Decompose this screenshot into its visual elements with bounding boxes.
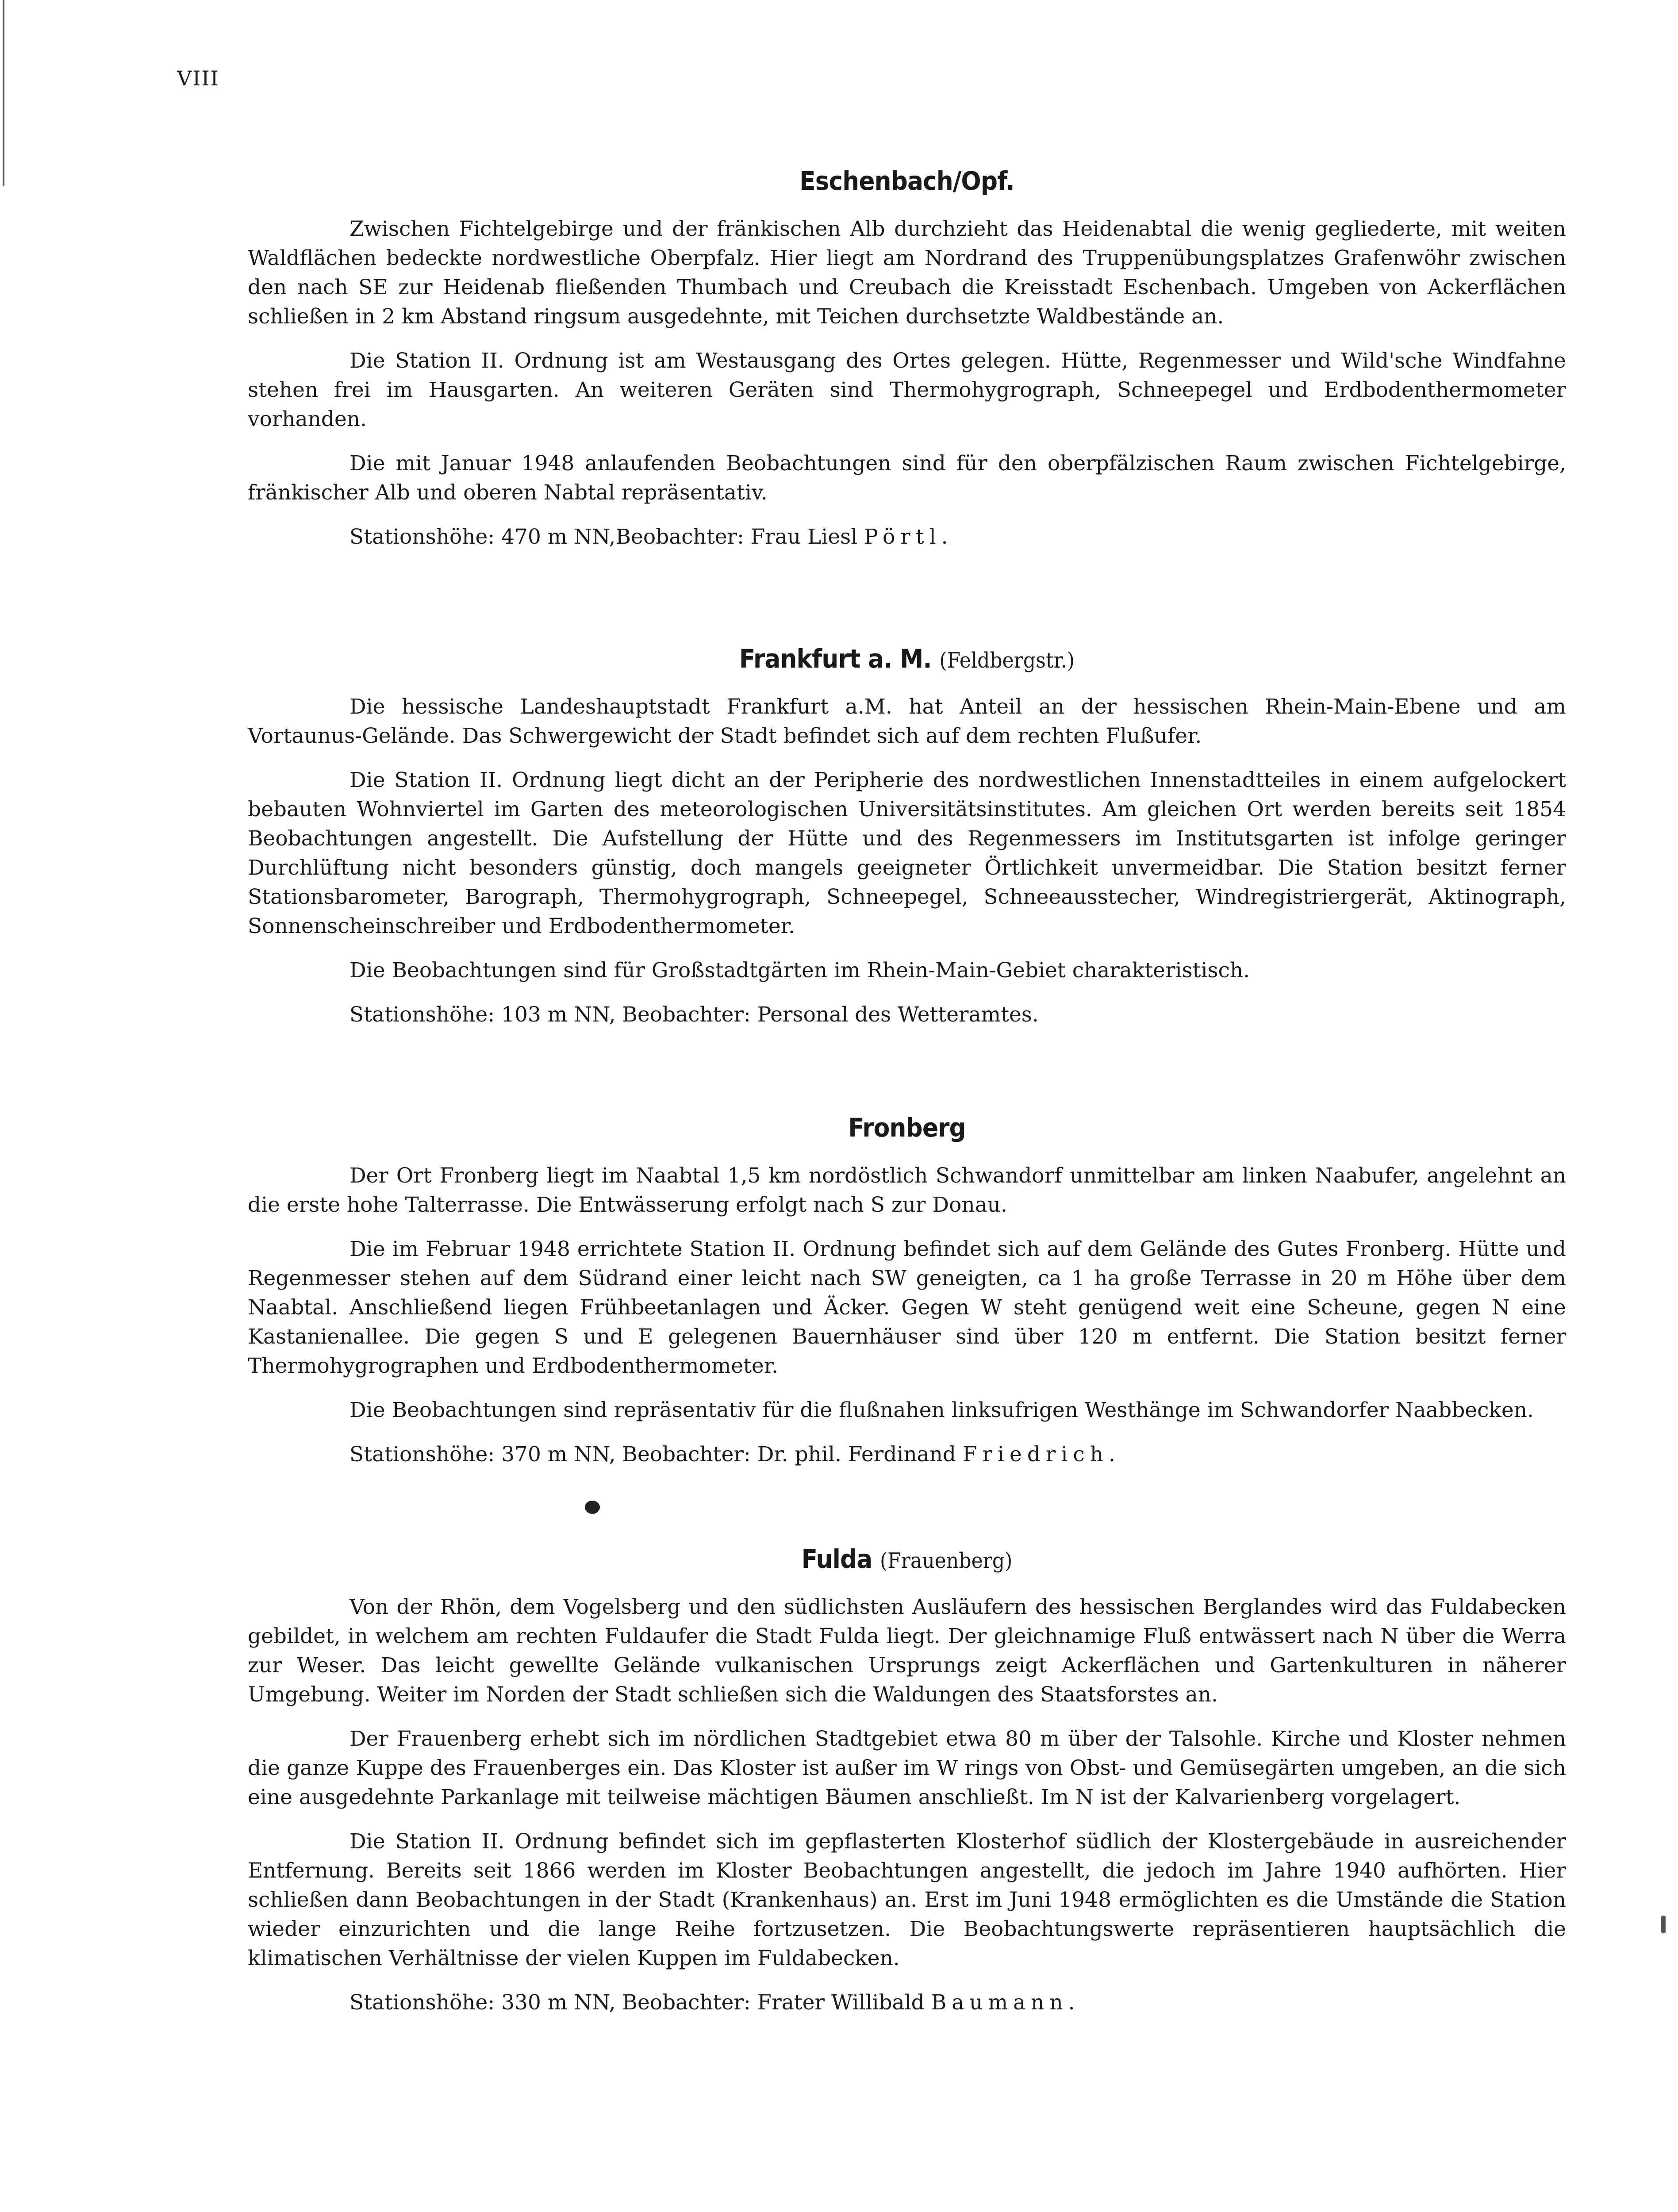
paragraph: Die Station II. Ordnung befindet sich im gepflasterten Klosterhof südlich der Klostergebäude in ausreichender Entfernung. Bereits seit 1866 werden im Kloster Beobachtungen angestellt, die jedoch im Jahre 1940 aufhörten. Hier schließen dann Beobachtungen in der Stadt (Krankenhaus) an. Erst im Juni 1948 ermöglichten es die Umstände die Station wieder einzurichten und die lange Reihe fortzusetzen. Die Beobachtungswerte repräsentieren hauptsächlich die klimatischen Verhältnisse der vielen Kuppen im Fuldabecken. (248, 1829, 1566, 1970)
section-heading (300, 1113, 1513, 1143)
station-prefix: Stationshöhe: 103 m NN, Beobachter: Personal des Wetteramtes. (349, 1002, 1039, 1027)
station-info (248, 1988, 1566, 2017)
section-heading (300, 1544, 1513, 1574)
observer-name: Friedrich (962, 1442, 1109, 1467)
section-eschenbach (248, 166, 1566, 567)
station-suffix: . (1109, 1442, 1115, 1467)
paragraph: Der Ort Fronberg liegt im Naabtal 1,5 km nordöstlich Schwandorf unmittelbar am linken Naabufer, angelehnt an die erste hohe Talterrasse. Die Entwässerung erfolgt nach S zur Donau. (248, 1164, 1566, 1217)
station-info (248, 1440, 1566, 1469)
heading-subtitle: (Frauenberg) (880, 1548, 1013, 1573)
station-info (248, 522, 1566, 552)
section-fronberg (248, 1113, 1566, 1484)
page-number: VIII (177, 66, 219, 90)
station-prefix: Stationshöhe: 470 m NN,Beobachter: Frau Liesl (349, 525, 864, 549)
heading-title: Frankfurt a. M. (739, 644, 932, 674)
section-heading (300, 166, 1513, 196)
paragraph: Die im Februar 1948 errichtete Station II. Ordnung befindet sich auf dem Gelände des Gutes Fronberg. Hütte und Regenmesser stehen auf dem Südrand einer leicht nach SW geneigten, ca 1 ha große Terrasse in 20 m Höhe über dem Naabtal. Anschließend liegen Frühbeetanlagen und Äcker. Gegen W steht genügend weit eine Scheune, gegen N eine Kastanienallee. Die gegen S und E gelegenen Bauernhäuser sind über 120 m entfernt. Die Station besitzt ferner Thermohygrographen und Erdbodenthermometer. (248, 1237, 1566, 1378)
section-heading (300, 644, 1513, 674)
heading-title: Fronberg (848, 1113, 966, 1143)
ink-spot (585, 1501, 600, 1514)
station-suffix: . (1068, 1990, 1075, 2015)
observer-name: Baumann (931, 1990, 1068, 2015)
paragraph: Die Station II. Ordnung liegt dicht an der Peripherie des nordwestlichen Innenstadtteiles in einem aufgelockert bebauten Wohnviertel im Garten des meteorologischen Universitätsinstitutes. Am gleichen Ort werden bereits seit 1854 Beobachtungen angestellt. Die Aufstellung der Hütte und des Regenmessers im Institutsgarten ist infolge geringer Durchlüftung nicht besonders günstig, doch mangels geeigneter Örtlichkeit unvermeidbar. Die Station besitzt ferner Stationsbarometer, Barograph, Thermohygrograph, Schneepegel, Schneeausstecher, Windregistriergerät, Aktinograph, Sonnenscheinschreiber und Erdbodenthermometer. (248, 768, 1566, 938)
observer-name: Pörtl (864, 525, 941, 549)
station-prefix: Stationshöhe: 370 m NN, Beobachter: Dr. phil. Ferdinand (349, 1442, 963, 1467)
paragraph: Die Beobachtungen sind für Großstadtgärten im Rhein-Main-Gebiet charakteristisch. (349, 958, 1250, 983)
heading-title: Fulda (801, 1544, 872, 1574)
paragraph: Die hessische Landeshauptstadt Frankfurt a.M. hat Anteil an der hessischen Rhein-Main-Ebene und am Vortaunus-Gelände. Das Schwergewicht der Stadt befindet sich auf dem rechten Flußufer. (248, 695, 1566, 748)
paragraph: Von der Rhön, dem Vogelsberg und den südlichsten Ausläufern des hessischen Berglandes wird das Fuldabecken gebildet, in welchem am rechten Fuldaufer die Stadt Fulda liegt. Der gleichnamige Fluß entwässert nach N über die Werra zur Weser. Das leicht gewellte Gelände vulkanischen Ursprungs zeigt Ackerflächen und Gartenkulturen in näherer Umgebung. Weiter im Norden der Stadt schließen sich die Waldungen des Staatsforstes an. (248, 1595, 1566, 1707)
station-info (248, 1000, 1566, 1029)
section-frankfurt (248, 644, 1566, 1045)
station-suffix: . (941, 525, 948, 549)
paragraph: Die Beobachtungen sind repräsentativ für die flußnahen linksufrigen Westhänge im Schwandorfer Naabbecken. (349, 1398, 1534, 1422)
section-fulda (248, 1544, 1566, 2032)
heading-subtitle: (Feldbergstr.) (939, 648, 1075, 673)
paragraph: Der Frauenberg erhebt sich im nördlichen Stadtgebiet etwa 80 m über der Talsohle. Kirche und Kloster nehmen die ganze Kuppe des Frauenberges ein. Das Kloster ist außer im W rings von Obst- und Gemüsegärten umgeben, an die sich eine ausgedehnte Parkanlage mit teilweise mächtigen Bäumen anschließt. Im N ist der Kalvarienberg vorgelagert. (248, 1727, 1566, 1809)
heading-title: Eschenbach/Opf. (799, 166, 1014, 196)
scan-edge-mark (3, 0, 4, 186)
paragraph: Die mit Januar 1948 anlaufenden Beobachtungen sind für den oberpfälzischen Raum zwischen Fichtelgebirge, fränkischer Alb und oberen Nabtal repräsentativ. (248, 451, 1566, 505)
paragraph: Die Station II. Ordnung ist am Westausgang des Ortes gelegen. Hütte, Regenmesser und Wild'sche Windfahne stehen frei im Hausgarten. An weiteren Geräten sind Thermohygrograph, Schneepegel und Erdbodenthermometer vorhanden. (248, 349, 1566, 431)
station-prefix: Stationshöhe: 330 m NN, Beobachter: Frater Willibald (349, 1990, 931, 2015)
paragraph: Zwischen Fichtelgebirge und der fränkischen Alb durchzieht das Heidenabtal die wenig gegliederte, mit weiten Waldflächen bedeckte nordwestliche Oberpfalz. Hier liegt am Nordrand des Truppenübungsplatzes Grafenwöhr zwischen den nach SE zur Heidenab fließenden Thumbach und Creubach die Kreisstadt Eschenbach. Umgeben von Ackerflächen schließen in 2 km Abstand ringsum ausgedehnte, mit Teichen durchsetzte Waldbestände an. (248, 217, 1566, 329)
scan-edge-mark (1661, 1916, 1666, 1933)
